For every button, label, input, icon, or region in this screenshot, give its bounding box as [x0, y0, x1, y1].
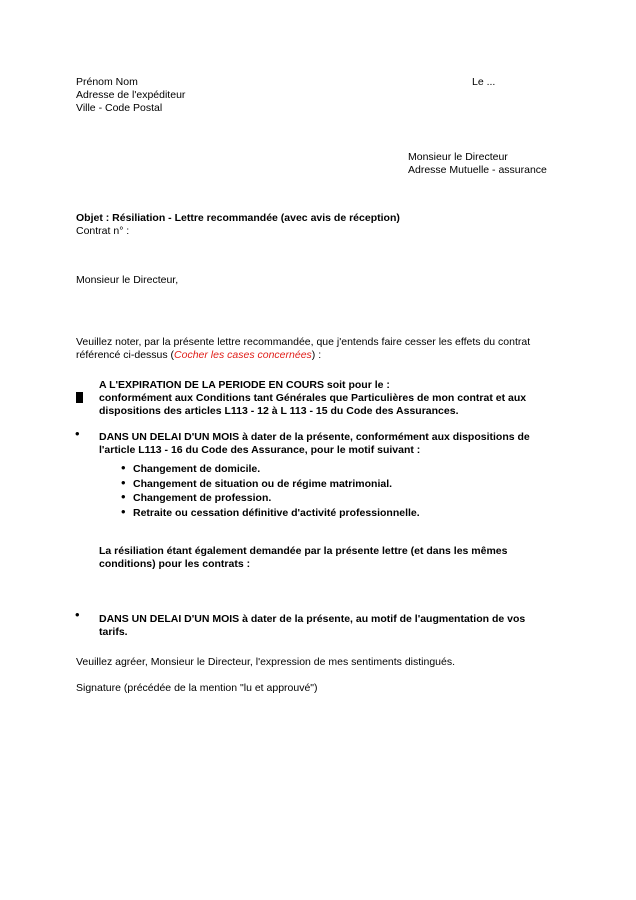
reason-item: Retraite ou cessation définitive d'activité professionnelle.	[133, 507, 420, 519]
object-line: Objet : Résiliation - Lettre recommandée (avec avis de réception)	[76, 212, 400, 224]
option1-line-3: dispositions des articles L113 - 12 à L 113 - 15 du Code des Assurances.	[99, 405, 459, 417]
recipient-title: Monsieur le Directeur	[408, 151, 508, 163]
option2-line-2: l'article L113 - 16 du Code des Assurance, pour le motif suivant :	[99, 444, 421, 456]
reason-item: Changement de profession.	[133, 492, 272, 504]
intro-line-1: Veuillez noter, par la présente lettre recommandée, que j'entends faire cesser les effets du contrat	[76, 336, 531, 348]
contract-number: Contrat n° :	[76, 225, 130, 237]
reason-bullet-icon: •	[121, 489, 126, 504]
sender-city: Ville - Code Postal	[76, 102, 163, 114]
option2-line-1: DANS UN DELAI D'UN MOIS à dater de la présente, conformément aux dispositions de	[99, 431, 530, 443]
also-line-1: La résiliation étant également demandée par la présente lettre (et dans les mêmes	[99, 545, 508, 557]
reason-bullet-icon: •	[121, 475, 126, 490]
bullet-dot-icon[interactable]: •	[75, 426, 80, 441]
reason-item: Changement de domicile.	[133, 463, 261, 475]
instruction-note: Cocher les cases concernées	[174, 349, 312, 361]
reason-bullet-icon: •	[121, 504, 126, 519]
recipient-address: Adresse Mutuelle - assurance	[408, 164, 547, 176]
bullet-dot-icon[interactable]: •	[75, 607, 80, 622]
option1-line-2: conformément aux Conditions tant Générales que Particulières de mon contrat et aux	[99, 392, 527, 404]
checkbox-square-icon[interactable]	[76, 392, 83, 403]
date-line: Le ...	[472, 76, 496, 88]
sender-address: Adresse de l'expéditeur	[76, 89, 186, 101]
option3-line-2: tarifs.	[99, 626, 128, 638]
signature-line: Signature (précédée de la mention "lu et approuvé")	[76, 682, 318, 694]
option1-line-1: A L'EXPIRATION DE LA PERIODE EN COURS soit pour le :	[99, 379, 390, 391]
sender-name: Prénom Nom	[76, 76, 138, 88]
option3-line-1: DANS UN DELAI D'UN MOIS à dater de la présente, au motif de l'augmentation de vos	[99, 613, 526, 625]
closing-line: Veuillez agréer, Monsieur le Directeur, l'expression de mes sentiments distingués.	[76, 656, 456, 668]
reason-bullet-icon: •	[121, 460, 126, 475]
intro-line-2: référencé ci-dessus (Cocher les cases concernées) :	[76, 349, 322, 361]
salutation: Monsieur le Directeur,	[76, 274, 179, 286]
reason-item: Changement de situation ou de régime matrimonial.	[133, 478, 393, 490]
also-line-2: conditions) pour les contrats :	[99, 558, 251, 570]
